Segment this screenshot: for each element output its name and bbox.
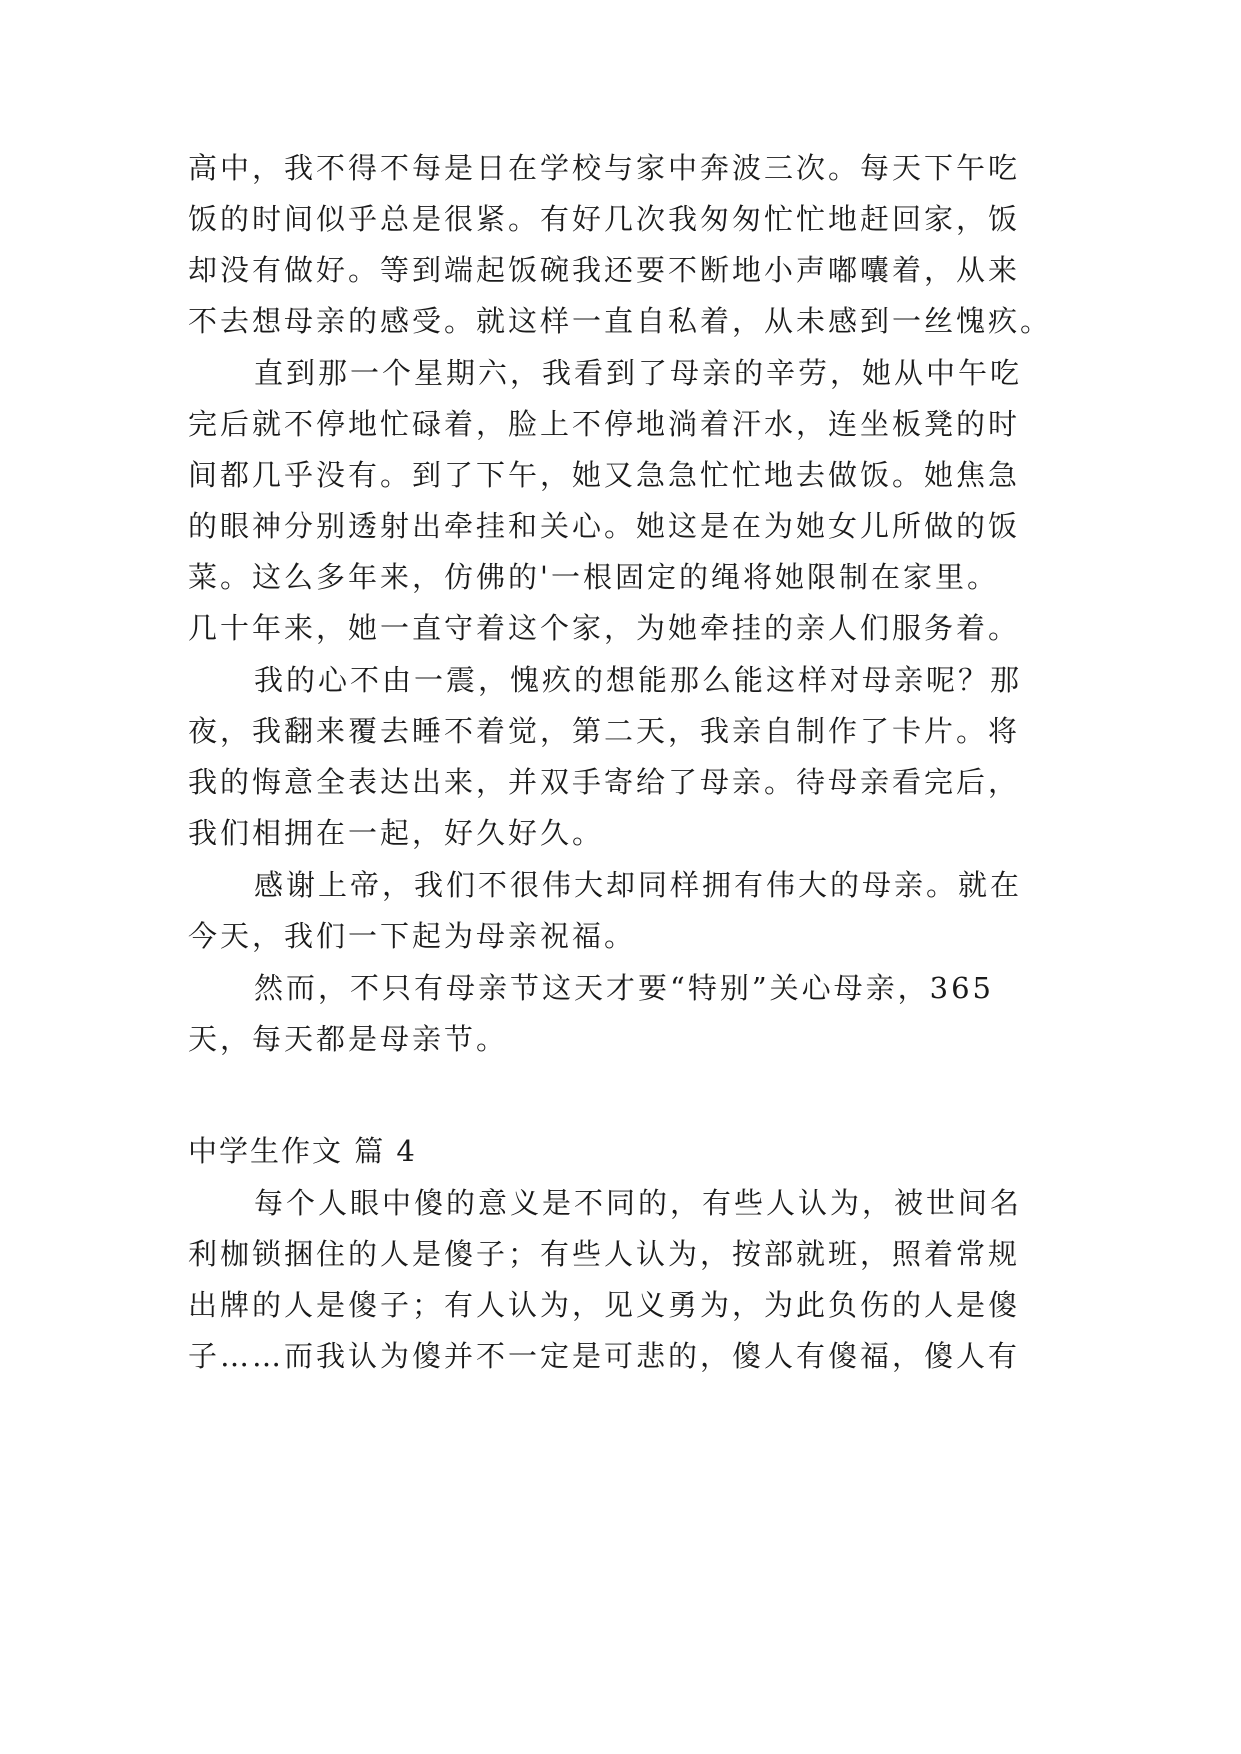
paragraph-line: 菜。这么多年来，仿佛的'一根固定的绳将她限制在家里。	[188, 560, 999, 594]
paragraph-line: 今天，我们一下起为母亲祝福。	[188, 919, 637, 953]
paragraph-line: 不去想母亲的感受。就这样一直自私着，从未感到一丝愧疚。	[188, 304, 1053, 338]
paragraph-line: 却没有做好。等到端起饭碗我还要不断地小声嘟囔着，从来	[188, 253, 1021, 287]
paragraph-line: 出牌的人是傻子；有人认为，见义勇为，为此负伤的人是傻	[188, 1288, 1021, 1322]
paragraph-line: 直到那一个星期六，我看到了母亲的辛劳，她从中午吃	[254, 356, 1023, 390]
paragraph-line: 我的悔意全表达出来，并双手寄给了母亲。待母亲看完后，	[188, 765, 1021, 799]
paragraph-line: 高中，我不得不每是日在学校与家中奔波三次。每天下午吃	[188, 151, 1021, 185]
paragraph-line: 天，每天都是母亲节。	[188, 1022, 509, 1056]
paragraph-line: 感谢上帝，我们不很伟大却同样拥有伟大的母亲。就在	[254, 868, 1023, 902]
section-heading: 中学生作文 篇 4	[188, 1134, 417, 1168]
paragraph-line: 完后就不停地忙碌着，脸上不停地淌着汗水，连坐板凳的时	[188, 407, 1021, 441]
paragraph-line: 饭的时间似乎总是很紧。有好几次我匆匆忙忙地赶回家，饭	[188, 202, 1021, 236]
paragraph-line: 间都几乎没有。到了下午，她又急急忙忙地去做饭。她焦急	[188, 458, 1021, 492]
paragraph-line: 几十年来，她一直守着这个家，为她牵挂的亲人们服务着。	[188, 611, 1021, 645]
paragraph-line: 每个人眼中傻的意义是不同的，有些人认为，被世间名	[254, 1186, 1023, 1220]
paragraph-line: 我们相拥在一起，好久好久。	[188, 816, 605, 850]
paragraph-line: 子……而我认为傻并不一定是可悲的，傻人有傻福，傻人有	[188, 1339, 1021, 1373]
paragraph-line: 夜，我翻来覆去睡不着觉，第二天，我亲自制作了卡片。将	[188, 714, 1021, 748]
paragraph-line: 的眼神分别透射出牵挂和关心。她这是在为她女儿所做的饭	[188, 509, 1021, 543]
paragraph-line: 我的心不由一震，愧疚的想能那么能这样对母亲呢？那	[254, 663, 1023, 697]
paragraph-line: 然而，不只有母亲节这天才要“特别”关心母亲，365	[254, 971, 995, 1005]
paragraph-line: 利枷锁捆住的人是傻子；有些人认为，按部就班，照着常规	[188, 1237, 1021, 1271]
